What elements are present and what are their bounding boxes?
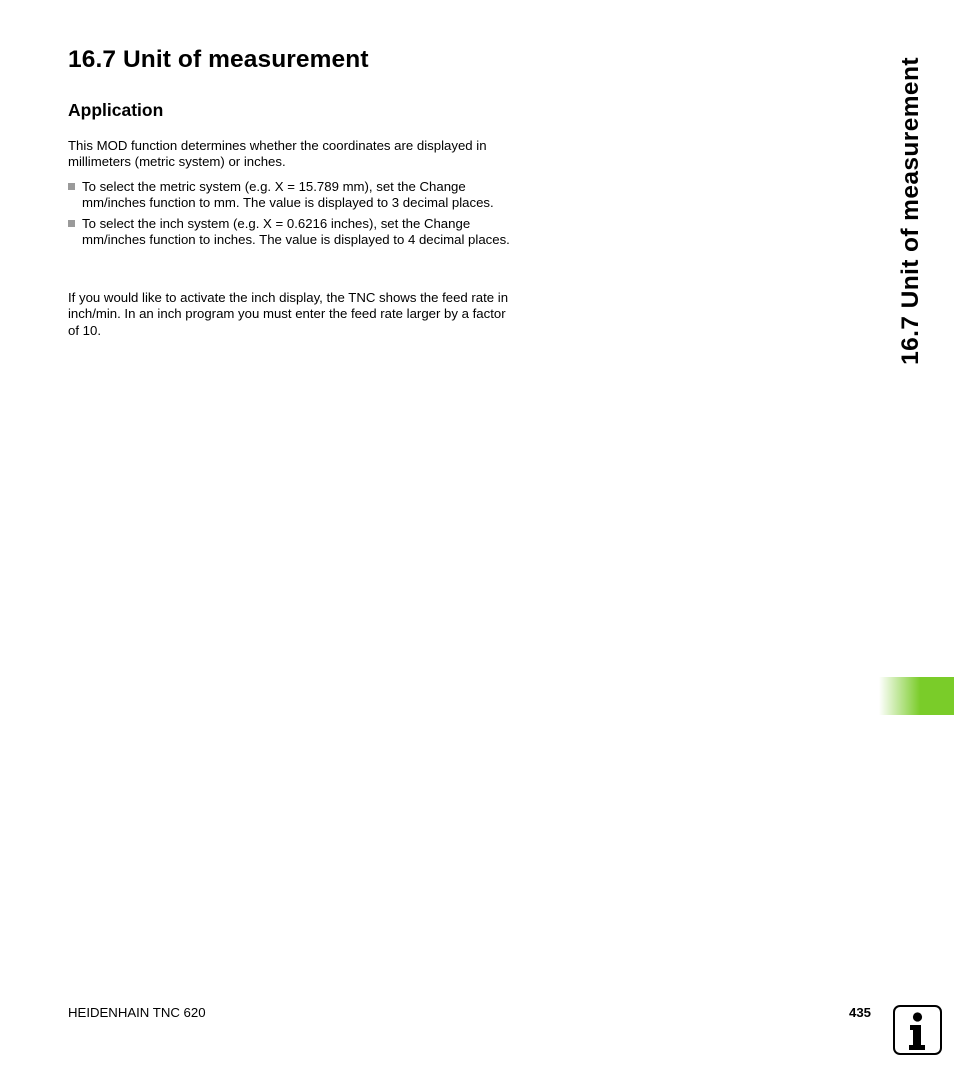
section-heading: Application xyxy=(68,100,164,120)
info-icon xyxy=(892,1004,943,1056)
square-bullet-icon xyxy=(68,220,75,227)
chapter-thumb-tab xyxy=(879,677,954,715)
bullet-text-metric: To select the metric system (e.g. X = 15.789 mm), set the Change mm/inches function to mm. The value is displayed to 3 decimal places. xyxy=(82,179,494,211)
side-tab-label: 16.7 Unit of measurement xyxy=(897,57,924,365)
feed-rate-paragraph: If you would like to activate the inch display, the TNC shows the feed rate in inch/min. In an inch program you must enter the feed rate larger by a factor of 10. xyxy=(68,290,509,338)
chapter-side-tab xyxy=(889,46,933,376)
square-bullet-icon xyxy=(68,183,75,190)
intro-paragraph: This MOD function determines whether the coordinates are displayed in millimeters (metric system) or inches. xyxy=(68,138,487,170)
list-item xyxy=(68,179,514,212)
page-title: 16.7 Unit of measurement xyxy=(68,46,369,73)
list-item xyxy=(68,216,514,249)
footer-product-name: HEIDENHAIN TNC 620 xyxy=(68,1005,206,1020)
page-number: 435 xyxy=(849,1005,872,1020)
bullet-list xyxy=(68,179,514,253)
bullet-text-inch: To select the inch system (e.g. X = 0.6216 inches), set the Change mm/inches function to inches. The value is displayed to 4 decimal places. xyxy=(82,216,510,248)
